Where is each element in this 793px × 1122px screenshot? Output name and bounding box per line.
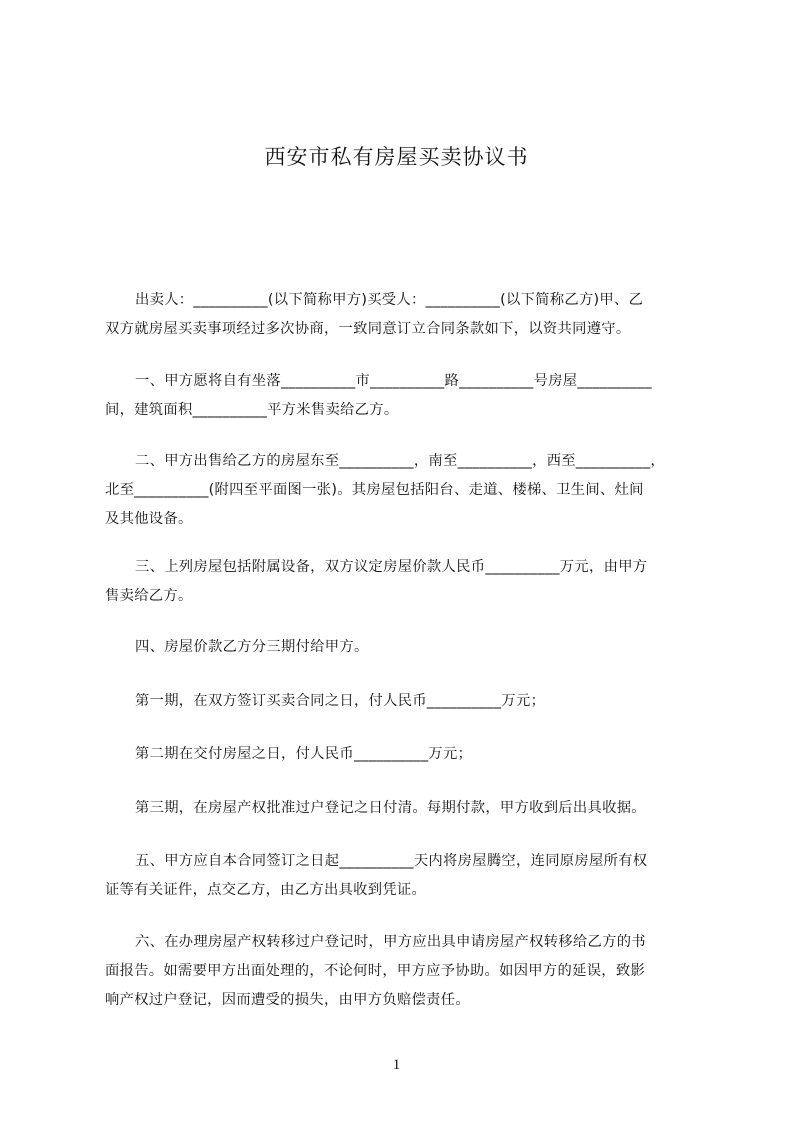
text-line: 双方就房屋买卖事项经过多次协商，一致同意订立合同条款如下，以资共同遵守。 [105, 321, 631, 337]
text-line: 三、上列房屋包括附属设备，双方议定房屋价款人民币__________万元，由甲方 [135, 559, 648, 575]
text-line: 第三期，在房屋产权批准过户登记之日付清。每期付款，甲方收到后出具收据。 [135, 800, 646, 816]
text-line: 第一期，在双方签订买卖合同之日，付人民币__________万元； [135, 693, 546, 709]
paragraph-clause-2 [105, 447, 705, 534]
text-line: 面报告。如需要甲方出面处理的，不论何时，甲方应予协助。如因甲方的延误，致影 [105, 963, 646, 979]
paragraph-clause-1 [105, 367, 705, 425]
text-line: 六、在办理房屋产权转移过户登记时，甲方应出具申请房屋产权转移给乙方的书 [135, 934, 646, 950]
text-line: 证等有关证件，点交乙方，由乙方出具收到凭证。 [105, 882, 427, 898]
page-number: 1 [392, 1057, 401, 1073]
text-line: 四、房屋价款乙方分三期付给甲方。 [135, 639, 369, 655]
paragraph-preamble [105, 286, 705, 344]
document-title: 西安市私有房屋买卖协议书 [264, 145, 529, 169]
paragraph-clause-3 [105, 553, 705, 611]
paragraph-payment-2 [105, 740, 705, 769]
paragraph-clause-5 [105, 847, 705, 905]
text-line: 响产权过户登记，因而遭受的损失，由甲方负赔偿责任。 [105, 992, 470, 1008]
text-line: 及其他设备。 [105, 511, 193, 527]
paragraph-payment-1 [105, 687, 705, 716]
text-line: 第二期在交付房屋之日，付人民币__________万元； [135, 746, 473, 762]
text-line: 二、甲方出售给乙方的房屋东至__________，南至__________，西至__________， [135, 453, 665, 469]
text-line: 出卖人：__________(以下简称甲方)买受人：__________(以下简称乙方)甲、乙 [135, 292, 644, 308]
paragraph-clause-4 [105, 633, 705, 662]
text-line: 间，建筑面积__________平方米售卖给乙方。 [105, 402, 399, 418]
text-line: 北至__________(附四至平面图一张)。其房屋包括阳台、走道、楼梯、卫生间、灶间 [105, 482, 644, 498]
text-line: 售卖给乙方。 [105, 588, 193, 604]
paragraph-clause-6 [105, 928, 705, 1015]
paragraph-payment-3 [105, 794, 705, 823]
text-line: 一、甲方愿将自有坐落__________市__________路__________号房屋__________ [135, 373, 652, 389]
text-line: 五、甲方应自本合同签订之日起__________天内将房屋腾空，连同原房屋所有权 [135, 853, 648, 869]
